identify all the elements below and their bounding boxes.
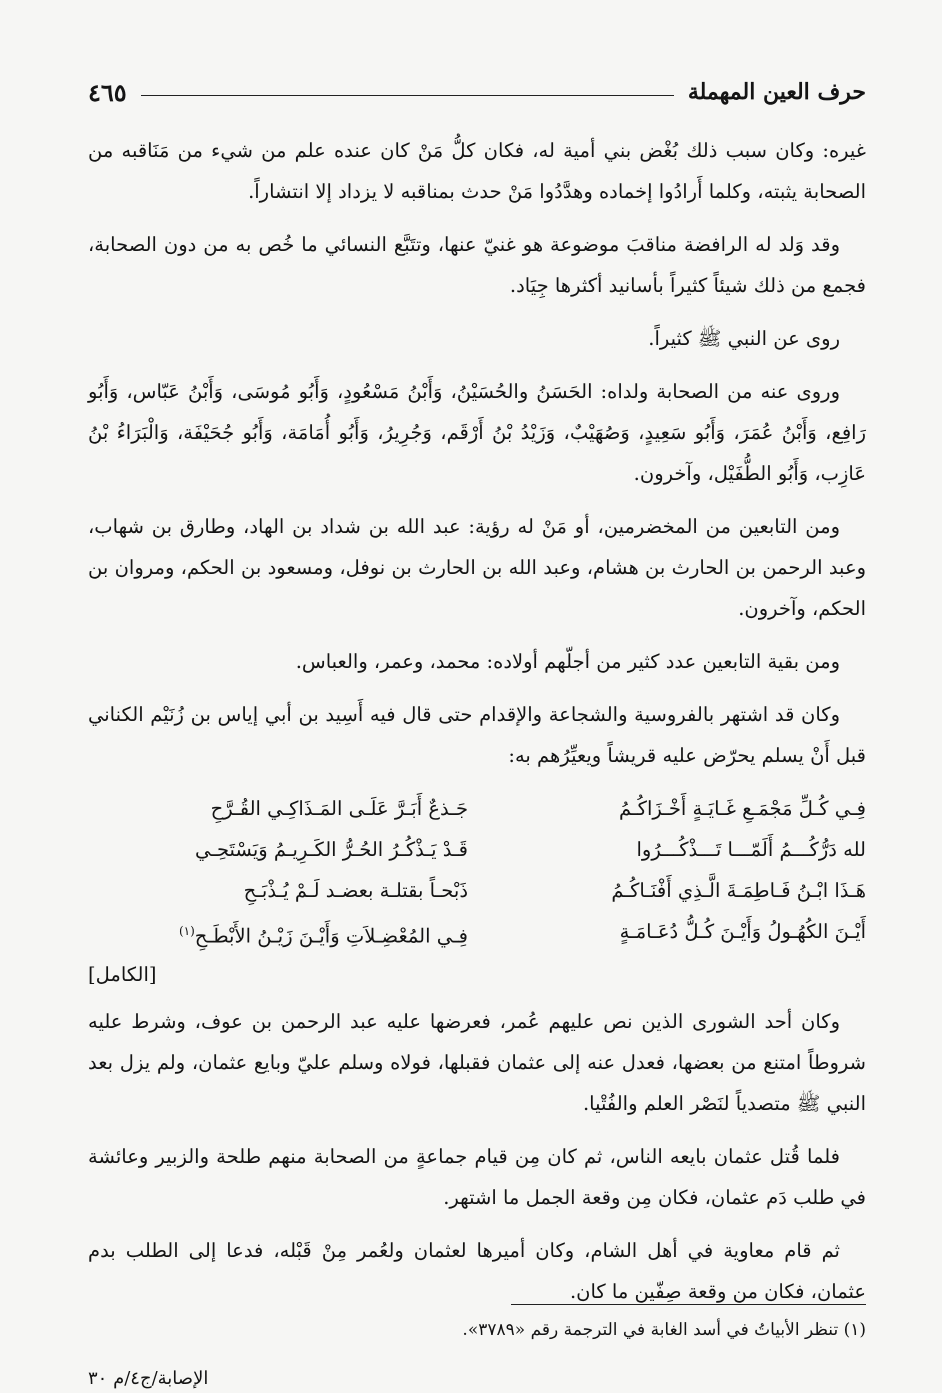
paragraph: وروى عنه من الصحابة ولداه: الحَسَنُ والحُسَيْنُ، وَأَبْنُ مَسْعُودٍ، وَأَبُو مُوسَى، وَأَبْنُ عَبّاس، وَأَبُو رَافِع، وَأَبْنُ عُمَرَ، وَأَبُو سَعِيدٍ، وَصُهَيْبٌ، وَزَيْدُ بْنُ أَرْقَم، وَجُرِيرُ، وَأَبُو أُمَامَة، وَأَبُو جُحَيْفَة، وَالْبَرَاءُ بْنُ عَازِب، وَأَبُو الطُّفَيْل، وآخرون.	[88, 380, 866, 485]
paragraph: ثم قام معاوية في أهل الشام، وكان أميرها لعثمان ولعُمر مِنْ قَبْله، فدعا إلى الطلب بدم عثمان، فكان من وقعة صِفّين ما كان.	[88, 1238, 866, 1303]
signature-mark: الإصابة/ج٤/م ٣٠	[88, 1368, 209, 1389]
footnote-marker: (١)	[178, 924, 195, 938]
running-header	[88, 72, 866, 112]
poem-verse	[88, 911, 866, 957]
verse-second-hemistich: جَـذعٌ أَبَـرَّ عَلَـى المَـذَاكِـي القُـرَّحِ	[210, 797, 468, 820]
verse-first-hemistich: لله دَرُّكُـــمُ أَلَمّـــا تَـــذْكُـــرُوا	[636, 838, 866, 861]
footnote: (١) تنظر الأبياتُ في أسد الغابة في الترجمة رقم «٣٧٨٩».	[462, 1320, 866, 1340]
verse-first-hemistich: أَيْـنَ الكُهُـولُ وَأَيْـنَ كُـلُّ دُعَـامَـةٍ	[619, 920, 866, 943]
poem-verse	[88, 829, 866, 870]
verse-first-hemistich: فِـي كُـلِّ مَجْمَـعِ غَـايَـةٍ أَخْـزَاكُـمُ	[618, 797, 866, 820]
verse-text: فِـي المُعْضِـلاَتِ وَأَيْـنَ زَيْـنُ الأَبْطَـحِ	[194, 924, 468, 948]
paragraph: وكان أحد الشورى الذين نص عليهم عُمر، فعرضها عليه عبد الرحمن بن عوف، وشرط عليه شروطاً امتنع من بعضها، فعدل عنه إلى عثمان فقبلها، فولاه وسلم عليّ وبايع عثمان، ولم يزل بعد النبي ﷺ متصدياً لنَصْر العلم والفُتْيا.	[88, 1009, 866, 1115]
footnote-rule	[511, 1304, 866, 1305]
poem	[88, 788, 866, 993]
paragraph: ومن التابعين من المخضرمين، أو مَنْ له رؤية: عبد الله بن شداد بن الهاد، وطارق بن شهاب، وعبد الرحمن بن الحارث بن هشام، وعبد الله بن الحارث بن نوفل، ومسعود بن الحكم، ومروان بن الحكم، وآخرون.	[88, 515, 866, 620]
poem-verse	[88, 788, 866, 829]
paragraph: روى عن النبي ﷺ كثيراً.	[648, 327, 840, 350]
paragraph: وكان قد اشتهر بالفروسية والشجاعة والإقدام حتى قال فيه أَسِيد بن أبي إياس بن زُنَيْم الكناني قبل أَنْ يسلم يحرّض عليه قريشاً ويعيِّرُهم به:	[88, 703, 866, 767]
header-rule	[141, 95, 674, 96]
verse-second-hemistich	[88, 911, 468, 957]
chapter-title: حرف العين المهملة	[687, 79, 866, 105]
verse-second-hemistich: قَـدْ يَـذْكُـرُ الحُـرُّ الكَـرِيـمُ وَيَسْتَحِـي	[194, 838, 468, 861]
verse-first-hemistich: هَـذَا ابْـنُ فَـاطِمَـةَ الَّـذِي أَفْنَـاكُـمُ	[611, 879, 866, 902]
page-body	[88, 130, 866, 1324]
verse-second-hemistich: ذَبْحـاً بقتلـة بعضـد لَـمْ يُـذْبَـحِ	[243, 879, 468, 902]
poem-meter: [الكامل]	[88, 962, 157, 986]
paragraph: غيره: وكان سبب ذلك بُغْض بني أمية له، فكان كلُّ مَنْ كان عنده علم من شيء من مَنَاقبه من الصحابة يثبته، وكلما أَرادُوا إخماده وهدَّدُوا مَنْ حدث بمناقبه لا يزداد إلا انتشاراً.	[88, 139, 867, 203]
book-page	[88, 60, 867, 1389]
paragraph: وقد وَلد له الرافضة مناقبَ موضوعة هو غنيّ عنها، وتتَبَّع النسائي ما خُص به من دون الصحابة، فجمع من ذلك شيئاً كثيراً بأسانيد أكثرها جِيَاد.	[88, 233, 866, 297]
paragraph: ومن بقية التابعين عدد كثير من أجلّهم أولاده: محمد، وعمر، والعباس.	[295, 650, 840, 673]
poem-verse	[88, 870, 866, 911]
page-number: ٤٦٥	[88, 77, 127, 107]
paragraph: فلما قُتل عثمان بايعه الناس، ثم كان مِن قيام جماعةٍ من الصحابة منهم طلحة والزبير وعائشة في طلب دَم عثمان، فكان مِن وقعة الجمل ما اشتهر.	[88, 1144, 866, 1209]
